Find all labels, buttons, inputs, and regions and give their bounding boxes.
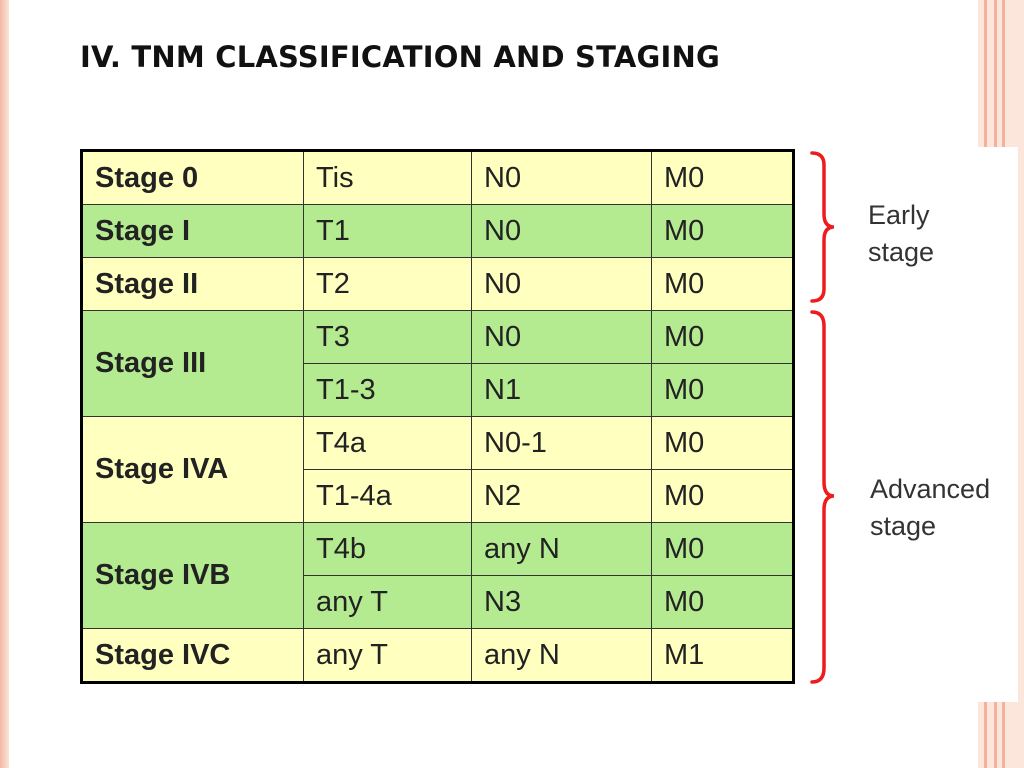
n-cell: N2 [472, 470, 652, 523]
staging-figure [78, 147, 1018, 702]
m-cell: M0 [652, 364, 794, 417]
table-row [82, 205, 794, 258]
n-cell: N3 [472, 576, 652, 629]
table-row [82, 417, 794, 470]
t-cell: T1-4a [304, 470, 472, 523]
m-cell: M0 [652, 205, 794, 258]
staging-table-body [82, 151, 794, 683]
m-cell: M0 [652, 311, 794, 364]
table-row [82, 258, 794, 311]
tnm-staging-table [80, 149, 795, 684]
t-cell: T2 [304, 258, 472, 311]
t-cell: Tis [304, 151, 472, 205]
m-cell: M0 [652, 258, 794, 311]
n-cell: N0 [472, 311, 652, 364]
m-cell: M0 [652, 470, 794, 523]
stage-cell: Stage IVC [82, 629, 304, 683]
t-cell: T3 [304, 311, 472, 364]
table-row [82, 629, 794, 683]
slide-title: IV. TNM CLASSIFICATION AND STAGING [80, 40, 720, 74]
early-stage-label: Early stage [868, 200, 935, 267]
stage-cell: Stage III [82, 311, 304, 417]
table-row [82, 523, 794, 576]
early-stage-brace [806, 151, 836, 303]
slide-left-border [0, 0, 9, 768]
m-cell: M0 [652, 523, 794, 576]
advanced-stage-label: Advanced stage [870, 474, 991, 541]
n-cell: N0 [472, 258, 652, 311]
m-cell: M0 [652, 151, 794, 205]
table-row [82, 311, 794, 364]
m-cell: M1 [652, 629, 794, 683]
n-cell: N0 [472, 205, 652, 258]
t-cell: T1 [304, 205, 472, 258]
stage-cell: Stage IVB [82, 523, 304, 629]
m-cell: M0 [652, 576, 794, 629]
advanced-stage-brace [806, 310, 836, 684]
t-cell: T4b [304, 523, 472, 576]
n-cell: N1 [472, 364, 652, 417]
table-row [82, 151, 794, 205]
stage-cell: Stage II [82, 258, 304, 311]
stage-cell: Stage IVA [82, 417, 304, 523]
stage-cell: Stage I [82, 205, 304, 258]
t-cell: any T [304, 629, 472, 683]
n-cell: any N [472, 629, 652, 683]
t-cell: T4a [304, 417, 472, 470]
n-cell: N0 [472, 151, 652, 205]
n-cell: N0-1 [472, 417, 652, 470]
t-cell: T1-3 [304, 364, 472, 417]
n-cell: any N [472, 523, 652, 576]
m-cell: M0 [652, 417, 794, 470]
t-cell: any T [304, 576, 472, 629]
stage-cell: Stage 0 [82, 151, 304, 205]
